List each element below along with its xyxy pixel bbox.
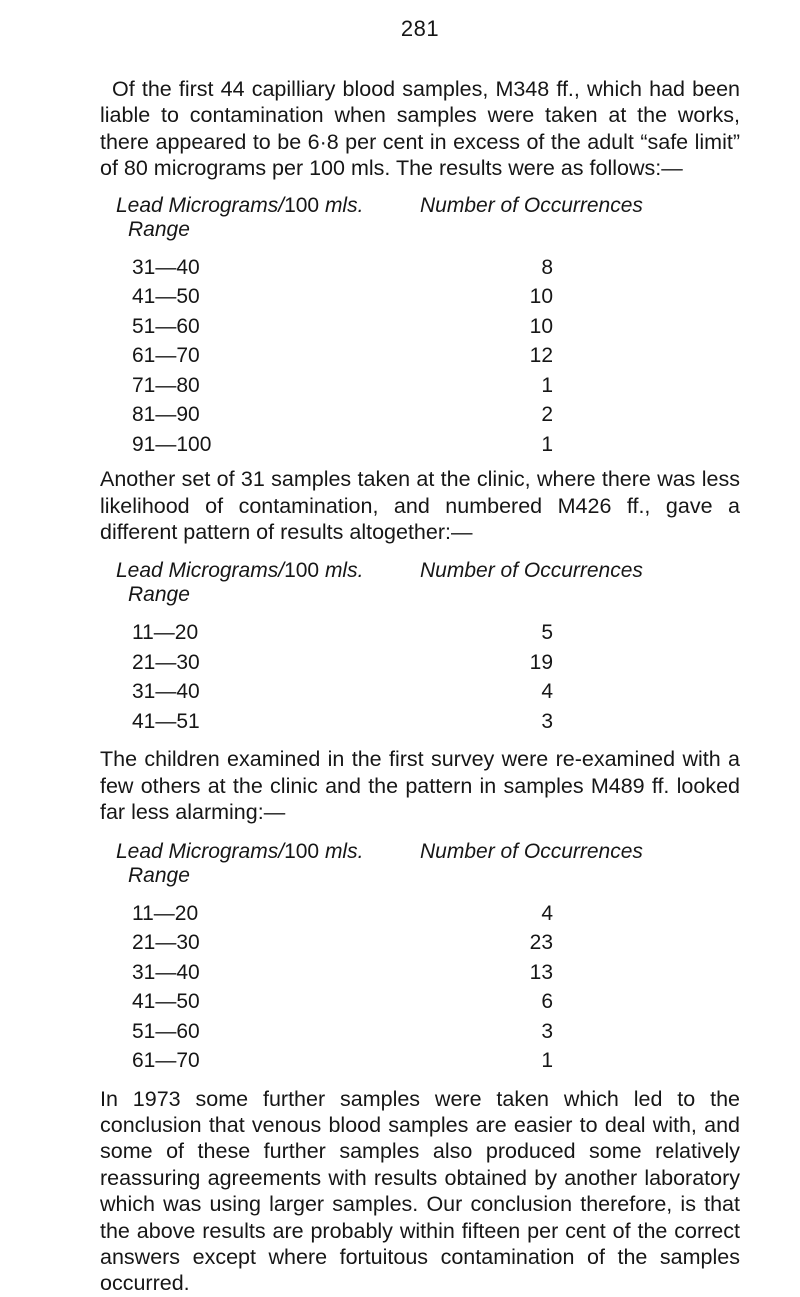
table-row: 41—51 3 <box>132 709 553 733</box>
table-header <box>100 559 740 607</box>
results-table-1 <box>100 194 740 460</box>
header-range: Range <box>128 863 190 887</box>
paragraph-4: In 1973 some further samples were taken which led to the conclusion that venous blood samples are easier to deal with, and some of these further samples also produced some relatively reassuring agreements with results obtained by another laboratory which was using larger samples. Our conclusion therefore, is that the above results are probably within fifteen per cent of the correct answers except where fortuitous contamination of the samples occurred. <box>100 1086 740 1296</box>
table-row: 71—80 1 <box>132 373 553 397</box>
table-row: 41—50 6 <box>132 990 553 1014</box>
table-header <box>100 840 740 888</box>
table-row: 31—40 4 <box>132 680 553 704</box>
table-row: 21—30 23 <box>132 931 553 955</box>
page-number: 281 <box>400 16 440 41</box>
header-occurrences: Number of Occurrences <box>420 193 643 217</box>
table-row: 41—50 10 <box>132 285 553 309</box>
paragraph-3: The children examined in the first survey were re-examined with a few others at the clinic and the pattern in samples M489 ff. looked far less alarming:— <box>100 747 740 825</box>
table-header <box>100 194 740 242</box>
table-rows <box>100 899 740 1076</box>
header-lead-micrograms: Lead Micrograms/100 mls. Range <box>100 559 420 607</box>
header-lead-micrograms: Lead Micrograms/100 mls. Range <box>100 194 420 242</box>
table-row: 31—40 8 <box>132 255 553 279</box>
results-table-2 <box>100 559 740 736</box>
header-lead-micrograms: Lead Micrograms/100 mls. Range <box>100 840 420 888</box>
header-range: Range <box>128 583 190 607</box>
paragraph-2: Another set of 31 samples taken at the clinic, where there was less likelihood of contamination, and numbered M426 ff., gave a different pattern of results altogether:— <box>100 467 740 544</box>
document-page <box>100 16 740 1297</box>
table-row: 51—60 3 <box>132 1019 553 1043</box>
table-row: 61—70 1 <box>132 1049 553 1073</box>
table-row: 51—60 10 <box>132 314 553 338</box>
table-row: 11—20 5 <box>132 621 553 645</box>
paragraph-1: Of the first 44 capilliary blood samples, M348 ff., which had been liable to contamination when samples were taken at the works, there appeared to be 6·8 per cent in excess of the adult “safe limit” of 80 micrograms per 100 mls. The results were as follows:— <box>100 77 740 181</box>
table-row: 61—70 12 <box>132 344 553 368</box>
table-row: 11—20 4 <box>132 901 553 925</box>
table-row: 31—40 13 <box>132 960 553 984</box>
table-row: 21—30 19 <box>132 650 553 674</box>
table-rows <box>100 253 740 460</box>
header-occurrences: Number of Occurrences <box>420 559 643 583</box>
table-rows <box>100 618 740 736</box>
header-occurrences: Number of Occurrences <box>420 839 643 863</box>
header-range: Range <box>128 217 190 241</box>
table-row: 81—90 2 <box>132 403 553 427</box>
results-table-3 <box>100 840 740 1076</box>
table-row: 91—100 1 <box>132 432 553 456</box>
